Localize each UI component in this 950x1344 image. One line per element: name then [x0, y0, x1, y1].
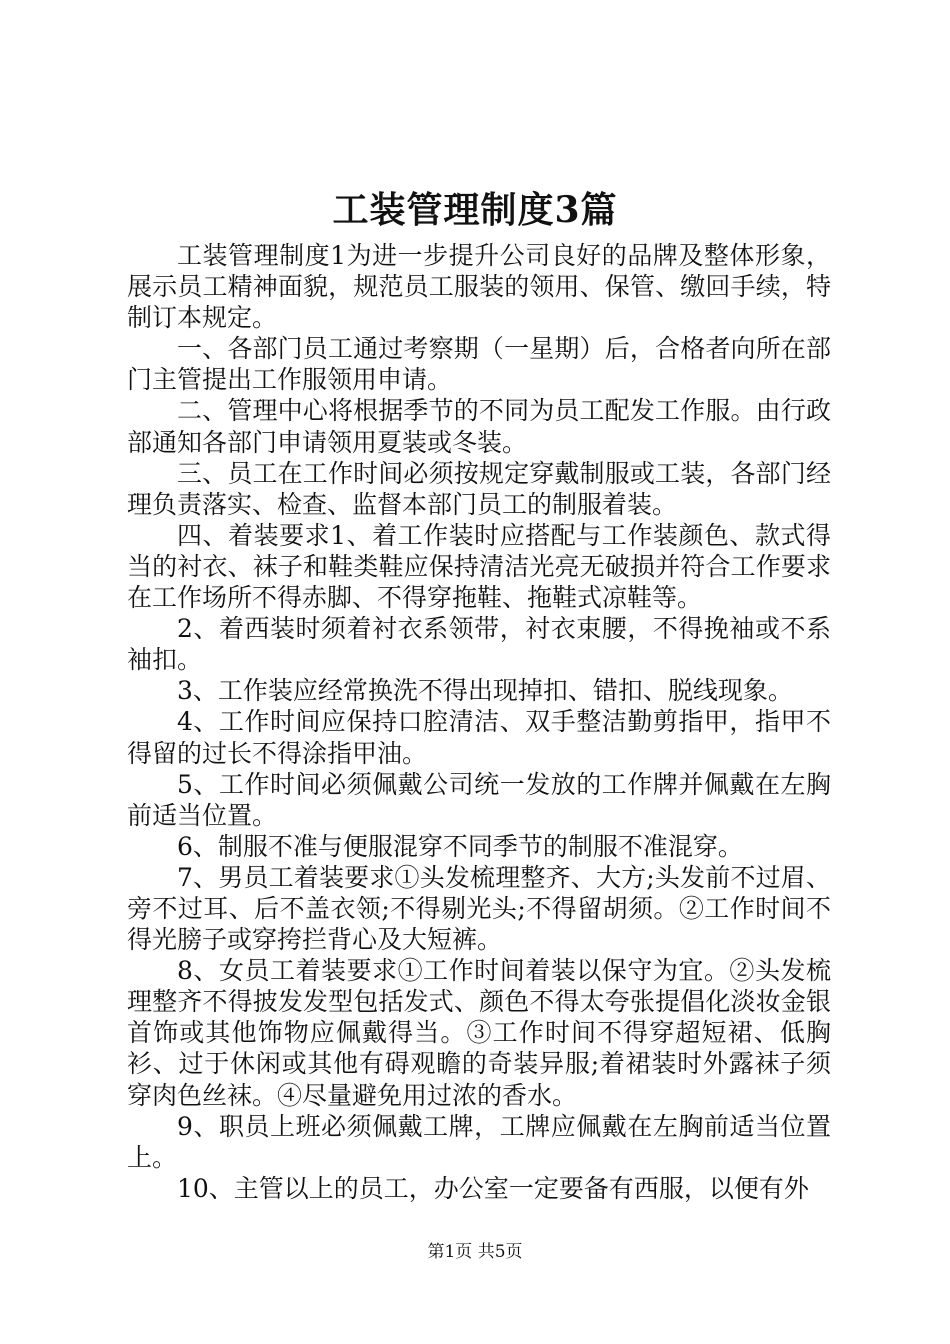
paragraph: 6、制服不准与便服混穿不同季节的制服不准混穿。 — [177, 831, 743, 861]
paragraph: 8、女员工着装要求①工作时间着装以保守为宜。②头发梳理整齐不得披发发型包括发式、颜色不得太夸张提倡化淡妆金银首饰或其他饰物应佩戴得当。③工作时间不得穿超短裙、低胸衫、过于休闲或其他有碍观瞻的奇装异服;着裙装时外露袜子须穿肉色丝袜。④尽量避免用过浓的香水。 — [127, 956, 831, 1110]
paragraph: 三、员工在工作时间必须按规定穿戴制服或工装，各部门经理负责落实、检查、监督本部门员工的制服着装。 — [127, 458, 831, 519]
document-body — [127, 240, 831, 1204]
paragraph: 二、管理中心将根据季节的不同为员工配发工作服。由行政部通知各部门申请领用夏装或冬装。 — [127, 396, 831, 457]
paragraph: 3、工作装应经常换洗不得出现掉扣、错扣、脱线现象。 — [177, 676, 793, 706]
paragraph: 四、着装要求1、着工作装时应搭配与工作装颜色、款式得当的衬衣、袜子和鞋类鞋应保持清洁光亮无破损并符合工作要求在工作场所不得赤脚、不得穿拖鞋、拖鞋式凉鞋等。 — [127, 520, 831, 613]
paragraph: 7、男员工着装要求①头发梳理整齐、大方;头发前不过眉、旁不过耳、后不盖衣领;不得剔光头;不得留胡须。②工作时间不得光膀子或穿挎拦背心及大短裤。 — [127, 862, 831, 955]
paragraph: 5、工作时间必须佩戴公司统一发放的工作牌并佩戴在左胸前适当位置。 — [127, 769, 831, 830]
document-title: 工装管理制度3篇 — [332, 189, 618, 231]
page-footer: 第1页 共5页 — [427, 1242, 523, 1262]
paragraph: 4、工作时间应保持口腔清洁、双手整洁勤剪指甲，指甲不得留的过长不得涂指甲油。 — [127, 707, 831, 768]
paragraph: 10、主管以上的员工，办公室一定要备有西服，以便有外 — [177, 1173, 809, 1203]
paragraph: 一、各部门员工通过考察期（一星期）后，合格者向所在部门主管提出工作服领用申请。 — [127, 334, 831, 395]
paragraph: 9、职员上班必须佩戴工牌，工牌应佩戴在左胸前适当位置上。 — [127, 1111, 831, 1172]
paragraph: 2、着西装时须着衬衣系领带，衬衣束腰，不得挽袖或不系袖扣。 — [127, 614, 831, 675]
paragraph: 工装管理制度1为进一步提升公司良好的品牌及整体形象，展示员工精神面貌，规范员工服装的领用、保管、缴回手续，特制订本规定。 — [127, 241, 831, 333]
